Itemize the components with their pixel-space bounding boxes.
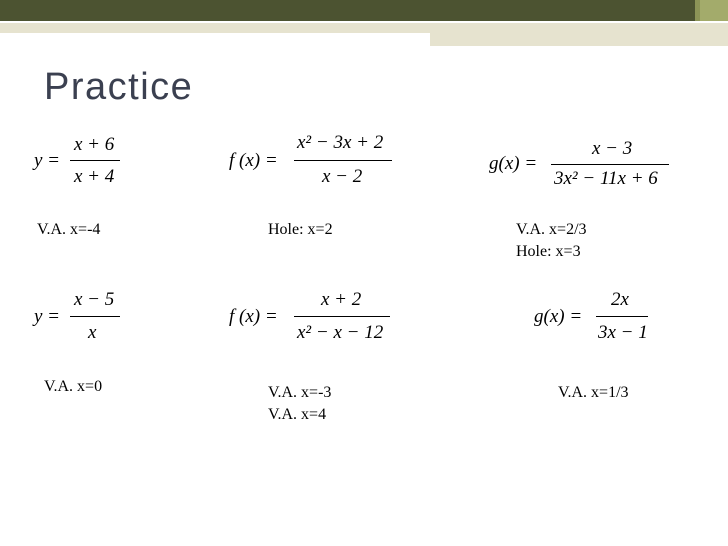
equation-2-lhs: f (x) = [229,150,278,171]
equation-2-numerator: x² − 3x + 2 [297,132,384,153]
header-band [0,23,728,33]
equation-4-numerator: x − 5 [74,289,115,310]
equation-5-fraction-bar [294,316,390,317]
answer-3-line-1: V.A. x=2/3 [516,221,587,238]
equation-1-lhs: y = [34,150,61,171]
answer-2-line-1: Hole: x=2 [268,221,333,238]
equation-5-denominator: x² − x − 12 [297,322,384,343]
equation-4-fraction-bar [70,316,120,317]
answer-3-line-2: Hole: x=3 [516,243,581,260]
equation-3-lhs: g(x) = [489,153,538,174]
answer-4-line-1: V.A. x=0 [44,378,103,395]
equation-5-lhs: f (x) = [229,306,278,327]
equation-6-lhs: g(x) = [534,306,583,327]
equation-2-denominator: x − 2 [322,166,363,187]
equation-4-lhs: y = [34,306,61,327]
equation-1-numerator: x + 6 [74,134,115,155]
header-band-right [430,33,728,46]
equation-2-fraction-bar [294,160,392,161]
equation-1-denominator: x + 4 [74,166,115,187]
equation-3-denominator: 3x² − 11x + 6 [554,168,658,189]
top-accent-light [700,0,728,21]
equation-4-denominator: x [88,322,97,343]
answer-5-line-2: V.A. x=4 [268,406,327,423]
answer-5-line-1: V.A. x=-3 [268,384,332,401]
slide-title: Practice [44,66,194,108]
equation-3-numerator: x − 3 [592,138,633,159]
equation-3-fraction-bar [551,164,669,165]
answer-6-line-1: V.A. x=1/3 [558,384,629,401]
equation-6-numerator: 2x [611,289,629,310]
equation-5-numerator: x + 2 [321,289,362,310]
equation-6-denominator: 3x − 1 [598,322,648,343]
answer-1-line-1: V.A. x=-4 [37,221,101,238]
equation-6-fraction-bar [596,316,648,317]
equation-1-fraction-bar [70,160,120,161]
top-bar [0,0,728,21]
